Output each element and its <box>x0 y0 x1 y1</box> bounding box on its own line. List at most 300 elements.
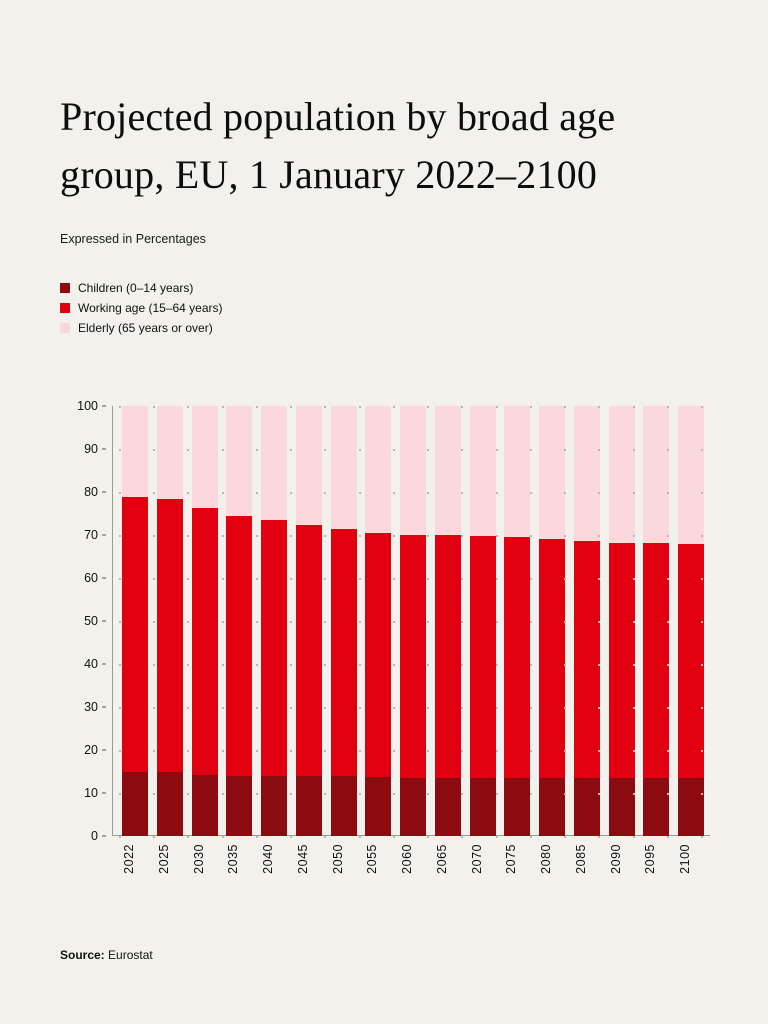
grid-dot <box>222 793 224 795</box>
grid-dot <box>393 535 395 537</box>
grid-dot <box>290 578 292 580</box>
x-axis-tick-label: 2070 <box>469 844 484 874</box>
bar-segment[interactable] <box>331 776 357 836</box>
grid-dot <box>530 793 532 795</box>
grid-dot <box>496 621 498 623</box>
bar-segment[interactable] <box>643 406 669 543</box>
bar-segment[interactable] <box>400 535 426 778</box>
bar-column[interactable] <box>331 406 357 836</box>
grid-dot <box>359 707 361 709</box>
grid-dot <box>290 750 292 752</box>
grid-dot <box>393 707 395 709</box>
bar-group <box>112 406 710 836</box>
bar-segment[interactable] <box>365 533 391 777</box>
bar-segment[interactable] <box>574 406 600 541</box>
legend-label-children: Children (0–14 years) <box>78 281 194 295</box>
bar-segment[interactable] <box>331 406 357 529</box>
grid-dot <box>667 449 669 451</box>
x-axis-tick-label: 2075 <box>504 844 519 874</box>
bar-column[interactable] <box>261 406 287 836</box>
grid-dot <box>393 793 395 795</box>
bar-column[interactable] <box>435 406 461 836</box>
grid-dot <box>119 492 121 494</box>
bar-column[interactable] <box>122 406 148 836</box>
grid-dot <box>256 535 258 537</box>
grid-dot <box>222 492 224 494</box>
x-axis-tick-label: 2095 <box>643 844 658 874</box>
grid-dot <box>701 492 703 494</box>
grid-dot <box>359 535 361 537</box>
grid-dot <box>496 707 498 709</box>
bar-segment[interactable] <box>365 777 391 836</box>
x-axis-tick-label: 2055 <box>365 844 380 874</box>
grid-dot <box>359 793 361 795</box>
bar-segment[interactable] <box>296 776 322 836</box>
grid-dot <box>187 449 189 451</box>
grid-dot <box>496 750 498 752</box>
grid-dot <box>461 492 463 494</box>
y-axis-tick-label: 0 <box>91 829 98 843</box>
bar-segment[interactable] <box>643 543 669 778</box>
bar-column[interactable] <box>192 406 218 836</box>
grid-dot <box>427 664 429 666</box>
bar-segment[interactable] <box>539 539 565 778</box>
grid-dot <box>359 492 361 494</box>
grid-dot <box>222 449 224 451</box>
grid-dot <box>324 406 326 408</box>
x-axis-tick-label: 2022 <box>122 844 136 874</box>
grid-dot <box>290 406 292 408</box>
grid-dot-column <box>427 406 428 836</box>
grid-dot-column <box>290 406 291 836</box>
bar-segment[interactable] <box>504 778 530 836</box>
grid-dot <box>633 535 635 537</box>
grid-dot <box>427 578 429 580</box>
grid-dot <box>187 535 189 537</box>
bar-column[interactable] <box>643 406 669 836</box>
bar-segment[interactable] <box>122 772 148 837</box>
grid-dot <box>564 578 566 580</box>
x-axis-labels <box>112 844 710 874</box>
grid-dot <box>222 836 224 838</box>
y-axis-tick-label: 20 <box>84 743 98 757</box>
x-axis-tick-label: 2085 <box>573 844 588 874</box>
grid-dot <box>530 664 532 666</box>
grid-dot <box>393 449 395 451</box>
grid-dot-column <box>359 406 360 836</box>
bar-column[interactable] <box>504 406 530 836</box>
bar-segment[interactable] <box>435 778 461 836</box>
bar-segment[interactable] <box>504 406 530 537</box>
y-axis-tick-label: 40 <box>84 657 98 671</box>
grid-dot <box>359 578 361 580</box>
x-axis-tick-label: 2060 <box>400 844 414 874</box>
page-title: Projected population by broad age group, EU, 1 January 2022–2100 <box>60 94 616 197</box>
grid-dot <box>222 406 224 408</box>
grid-dot <box>187 707 189 709</box>
grid-dot <box>564 406 566 408</box>
grid-dot <box>153 664 155 666</box>
y-axis-tick-label: 90 <box>84 442 98 456</box>
grid-dot <box>153 492 155 494</box>
grid-dot <box>461 750 463 752</box>
grid-dot <box>427 449 429 451</box>
grid-dot <box>598 836 600 838</box>
grid-dot <box>256 836 258 838</box>
grid-dot-column <box>119 406 120 836</box>
grid-dot <box>530 707 532 709</box>
grid-dot <box>324 621 326 623</box>
grid-dot <box>530 492 532 494</box>
grid-dot <box>119 578 121 580</box>
y-axis <box>60 399 106 843</box>
grid-dot <box>119 707 121 709</box>
grid-dot <box>393 621 395 623</box>
grid-dot <box>496 449 498 451</box>
y-axis-tick-label: 10 <box>84 786 98 800</box>
legend-label-working-age: Working age (15–64 years) <box>78 301 223 315</box>
grid-dot <box>256 621 258 623</box>
bar-column[interactable] <box>400 406 426 836</box>
grid-dot <box>256 707 258 709</box>
grid-dot <box>324 707 326 709</box>
grid-dot <box>667 793 669 795</box>
grid-dot <box>222 578 224 580</box>
x-axis-tick-label: 2050 <box>330 844 345 874</box>
bar-segment[interactable] <box>192 775 218 836</box>
grid-dot <box>290 535 292 537</box>
grid-dot <box>359 664 361 666</box>
grid-dot <box>701 664 703 666</box>
grid-dot <box>461 578 463 580</box>
grid-dot <box>701 535 703 537</box>
bar-segment[interactable] <box>122 497 148 772</box>
grid-dot <box>153 406 155 408</box>
chart-subtitle: Expressed in Percentages <box>60 232 206 246</box>
grid-dot <box>119 793 121 795</box>
grid-dot <box>530 621 532 623</box>
grid-dot-column <box>564 406 565 836</box>
y-axis-tick-label: 50 <box>84 614 98 628</box>
grid-dot <box>427 793 429 795</box>
grid-dot <box>256 578 258 580</box>
bar-segment[interactable] <box>609 543 635 779</box>
source-label: Source: <box>60 948 105 962</box>
grid-dot <box>461 707 463 709</box>
grid-dot <box>256 406 258 408</box>
bar-segment[interactable] <box>226 406 252 516</box>
bar-segment[interactable] <box>400 778 426 836</box>
bar-column[interactable] <box>365 406 391 836</box>
bar-segment[interactable] <box>261 406 287 520</box>
grid-dot-column <box>256 406 257 836</box>
bar-segment[interactable] <box>643 778 669 836</box>
grid-dot <box>598 750 600 752</box>
grid-dot <box>530 750 532 752</box>
grid-dot <box>119 621 121 623</box>
bar-column[interactable] <box>609 406 635 836</box>
grid-dot <box>359 406 361 408</box>
grid-dot <box>222 621 224 623</box>
bar-segment[interactable] <box>539 778 565 836</box>
y-axis-tick-label: 60 <box>84 571 98 585</box>
grid-dot <box>496 578 498 580</box>
grid-dot <box>633 492 635 494</box>
grid-dot <box>393 492 395 494</box>
grid-dot <box>187 836 189 838</box>
grid-dot <box>530 836 532 838</box>
bar-column[interactable] <box>574 406 600 836</box>
legend-swatch-children <box>60 283 70 293</box>
y-axis-tick-mark <box>102 750 106 751</box>
bar-segment[interactable] <box>539 406 565 539</box>
grid-dot <box>256 750 258 752</box>
grid-dot <box>427 707 429 709</box>
bar-column[interactable] <box>539 406 565 836</box>
x-axis-tick-label: 2045 <box>295 844 310 874</box>
grid-dot <box>701 449 703 451</box>
grid-dot <box>598 621 600 623</box>
y-axis-tick-mark <box>102 707 106 708</box>
grid-dot <box>153 707 155 709</box>
grid-dot-column <box>461 406 462 836</box>
grid-dot <box>633 578 635 580</box>
grid-dot <box>359 836 361 838</box>
grid-dot <box>119 750 121 752</box>
stacked-bar-chart <box>60 398 710 874</box>
grid-dot <box>564 707 566 709</box>
grid-dot <box>701 578 703 580</box>
bar-segment[interactable] <box>192 508 218 775</box>
plot-area <box>112 406 710 836</box>
grid-dot <box>359 621 361 623</box>
grid-dot <box>222 750 224 752</box>
grid-dot <box>324 449 326 451</box>
grid-dot <box>530 406 532 408</box>
grid-dot <box>153 621 155 623</box>
legend-item-working-age[interactable] <box>60 298 223 318</box>
bar-segment[interactable] <box>470 406 496 536</box>
grid-dot <box>530 449 532 451</box>
grid-dot <box>324 793 326 795</box>
grid-dot <box>290 449 292 451</box>
grid-dot <box>324 535 326 537</box>
x-axis-tick-label: 2090 <box>608 844 623 874</box>
grid-dot <box>256 664 258 666</box>
grid-dot <box>598 449 600 451</box>
grid-dot <box>256 492 258 494</box>
bar-column[interactable] <box>470 406 496 836</box>
grid-dot <box>598 492 600 494</box>
bar-segment[interactable] <box>157 406 183 499</box>
x-axis-tick-label: 2040 <box>261 844 275 874</box>
grid-dot <box>393 750 395 752</box>
grid-dot <box>496 406 498 408</box>
grid-dot <box>633 406 635 408</box>
bar-segment[interactable] <box>574 778 600 836</box>
grid-dot <box>701 793 703 795</box>
grid-dot <box>290 664 292 666</box>
grid-dot <box>564 836 566 838</box>
bar-segment[interactable] <box>470 536 496 778</box>
grid-dot <box>427 406 429 408</box>
grid-dot <box>564 750 566 752</box>
grid-dot <box>633 621 635 623</box>
legend-item-elderly[interactable] <box>60 318 223 338</box>
grid-dot <box>222 535 224 537</box>
y-axis-tick-mark <box>102 836 106 837</box>
grid-dot <box>496 793 498 795</box>
grid-dot <box>564 793 566 795</box>
bar-segment[interactable] <box>331 529 357 776</box>
grid-dot <box>633 836 635 838</box>
grid-dot <box>187 621 189 623</box>
grid-dot-column <box>701 406 702 836</box>
bar-segment[interactable] <box>574 541 600 778</box>
grid-dot <box>393 664 395 666</box>
bar-segment[interactable] <box>470 778 496 836</box>
grid-dot <box>324 750 326 752</box>
bar-segment[interactable] <box>226 776 252 836</box>
y-axis-tick-mark <box>102 449 106 450</box>
bar-segment[interactable] <box>261 776 287 836</box>
grid-dot <box>427 836 429 838</box>
bar-segment[interactable] <box>157 499 183 772</box>
grid-dot <box>701 707 703 709</box>
x-axis-tick-label: 2100 <box>678 844 692 874</box>
y-axis-tick-mark <box>102 621 106 622</box>
bar-segment[interactable] <box>296 525 322 776</box>
bar-column[interactable] <box>226 406 252 836</box>
grid-dot <box>187 793 189 795</box>
bar-segment[interactable] <box>609 406 635 543</box>
grid-dot <box>461 449 463 451</box>
grid-dot <box>701 750 703 752</box>
y-axis-tick-label: 30 <box>84 700 98 714</box>
grid-dot <box>633 664 635 666</box>
grid-dot-column <box>667 406 668 836</box>
bar-segment[interactable] <box>122 406 148 497</box>
grid-dot <box>667 750 669 752</box>
grid-dot <box>633 793 635 795</box>
grid-dot <box>667 578 669 580</box>
grid-dot <box>461 836 463 838</box>
grid-dot <box>119 406 121 408</box>
grid-dot <box>667 707 669 709</box>
grid-dot <box>564 449 566 451</box>
legend-item-children[interactable] <box>60 278 223 298</box>
y-axis-tick-label: 70 <box>84 528 98 542</box>
grid-dot <box>461 793 463 795</box>
grid-dot <box>222 707 224 709</box>
grid-dot <box>393 406 395 408</box>
grid-dot <box>187 578 189 580</box>
grid-dot <box>598 578 600 580</box>
grid-dot <box>427 535 429 537</box>
grid-dot <box>598 664 600 666</box>
chart-legend <box>60 278 223 338</box>
bar-column[interactable] <box>157 406 183 836</box>
grid-dot-column <box>187 406 188 836</box>
bar-segment[interactable] <box>400 406 426 535</box>
y-axis-tick-mark <box>102 793 106 794</box>
bar-segment[interactable] <box>609 778 635 836</box>
grid-dot <box>667 492 669 494</box>
y-axis-tick-label: 80 <box>84 485 98 499</box>
bar-segment[interactable] <box>261 520 287 775</box>
bar-segment[interactable] <box>435 535 461 778</box>
x-axis-tick-label: 2065 <box>434 844 449 874</box>
grid-dot-column <box>153 406 154 836</box>
grid-dot <box>324 492 326 494</box>
grid-dot <box>598 535 600 537</box>
grid-dot <box>187 750 189 752</box>
grid-dot <box>256 793 258 795</box>
y-axis-tick-label: 100 <box>77 399 98 413</box>
grid-dot <box>324 836 326 838</box>
grid-dot <box>667 406 669 408</box>
grid-dot <box>633 449 635 451</box>
grid-dot <box>153 836 155 838</box>
grid-dot <box>427 750 429 752</box>
grid-dot <box>564 621 566 623</box>
bar-segment[interactable] <box>365 406 391 533</box>
grid-dot <box>427 621 429 623</box>
grid-dot <box>667 664 669 666</box>
grid-dot <box>119 535 121 537</box>
x-axis-tick-label: 2035 <box>226 844 241 874</box>
bar-segment[interactable] <box>504 537 530 777</box>
grid-dot-column <box>530 406 531 836</box>
grid-dot <box>153 793 155 795</box>
y-axis-tick-mark <box>102 492 106 493</box>
bar-segment[interactable] <box>192 406 218 508</box>
legend-swatch-working-age <box>60 303 70 313</box>
grid-dot <box>496 836 498 838</box>
grid-dot <box>633 750 635 752</box>
grid-dot <box>187 492 189 494</box>
bar-segment[interactable] <box>296 406 322 525</box>
bar-segment[interactable] <box>157 772 183 836</box>
bar-segment[interactable] <box>435 406 461 535</box>
grid-dot <box>290 492 292 494</box>
grid-dot <box>290 836 292 838</box>
grid-dot <box>496 535 498 537</box>
grid-dot <box>187 406 189 408</box>
bar-column[interactable] <box>296 406 322 836</box>
y-axis-tick-mark <box>102 406 106 407</box>
x-axis-tick-label: 2030 <box>191 844 206 874</box>
grid-dot <box>701 621 703 623</box>
grid-dot <box>187 664 189 666</box>
grid-dot <box>530 578 532 580</box>
grid-dot <box>427 492 429 494</box>
grid-dot <box>119 836 121 838</box>
grid-dot <box>701 836 703 838</box>
grid-dot <box>256 449 258 451</box>
grid-dot <box>290 621 292 623</box>
grid-dot <box>153 578 155 580</box>
grid-dot <box>359 750 361 752</box>
grid-dot <box>598 406 600 408</box>
grid-dot <box>290 793 292 795</box>
legend-label-elderly: Elderly (65 years or over) <box>78 321 213 335</box>
x-axis-tick-label: 2025 <box>156 844 171 874</box>
grid-dot <box>564 664 566 666</box>
grid-dot <box>324 578 326 580</box>
bar-segment[interactable] <box>226 516 252 776</box>
y-axis-tick-mark <box>102 664 106 665</box>
